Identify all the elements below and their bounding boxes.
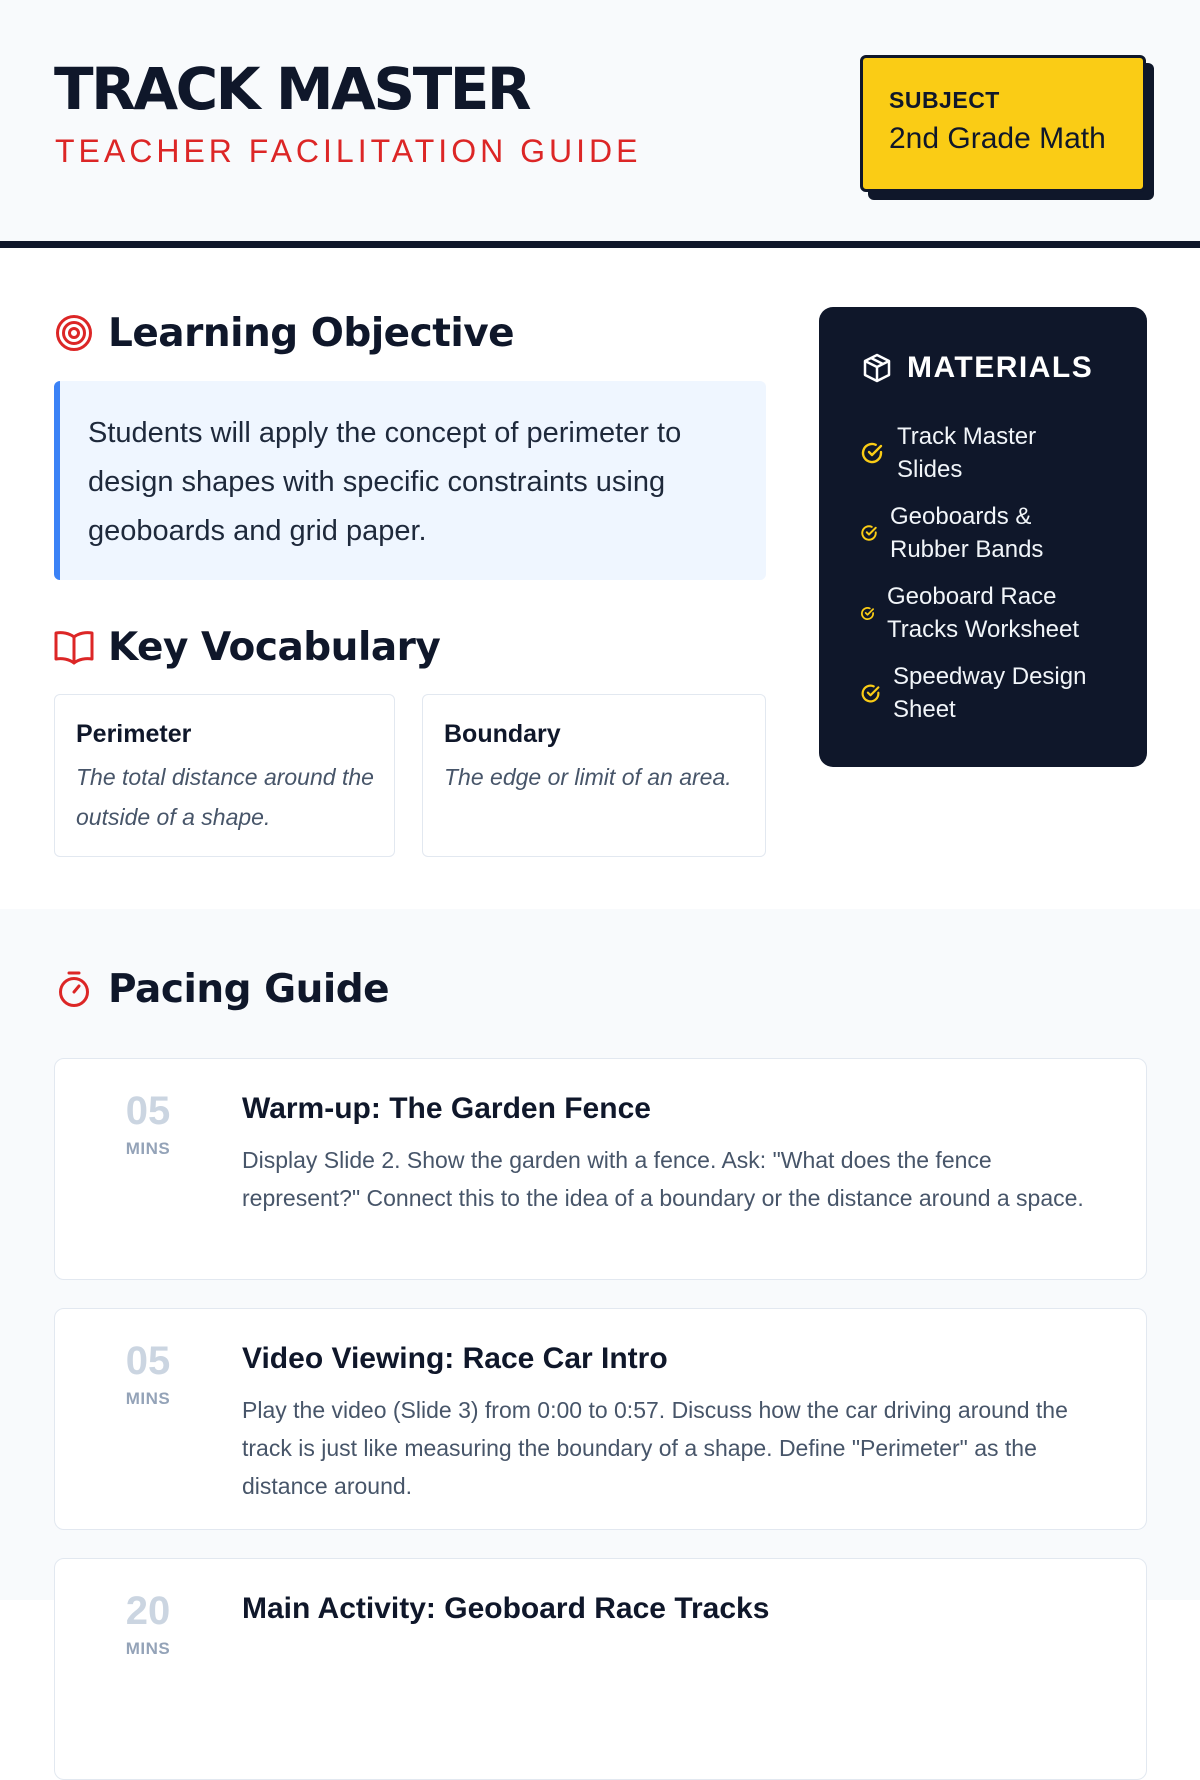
objective-heading <box>54 308 514 358</box>
subject-label: SUBJECT <box>889 87 1000 113</box>
step-title: Warm-up: The Garden Fence <box>242 1092 651 1125</box>
material-label: Geoboards & Rubber Bands <box>890 503 1044 563</box>
step-minutes: 05 <box>125 1339 171 1383</box>
stopwatch-icon <box>54 969 94 1009</box>
vocab-card-boundary <box>422 694 766 857</box>
step-minutes: 20 <box>125 1589 171 1633</box>
subject-badge <box>860 55 1146 192</box>
material-item <box>859 500 1129 566</box>
material-item <box>859 580 1129 646</box>
book-open-icon <box>54 627 94 667</box>
step-description: Display Slide 2. Show the garden with a fence. Ask: "What does the fence represent?" Connect this to the idea of a boundary or the distance around a space. <box>242 1147 1084 1211</box>
materials-title: MATERIALS <box>907 351 1094 384</box>
vocabulary-heading <box>54 622 440 672</box>
target-icon <box>54 313 94 353</box>
objective-text: Students will apply the concept of perimeter to design shapes with specific constraints using geoboards and grid paper. <box>88 417 682 547</box>
step-title: Video Viewing: Race Car Intro <box>242 1342 668 1375</box>
material-item <box>859 660 1129 726</box>
vocabulary-heading-text: Key Vocabulary <box>108 624 441 670</box>
step-description: Play the video (Slide 3) from 0:00 to 0:57. Discuss how the car driving around the track is just like measuring the boundary of a shape. Define "Perimeter" as the distance around. <box>242 1397 1068 1499</box>
step-title: Main Activity: Geoboard Race Tracks <box>242 1592 770 1625</box>
page-header <box>0 0 1200 248</box>
vocab-term: Boundary <box>444 720 561 748</box>
check-circle-icon <box>859 683 881 704</box>
subject-value: 2nd Grade Math <box>889 122 1106 155</box>
step-minutes-unit: MINS <box>125 1389 171 1408</box>
vocab-definition: The total distance around the outside of a shape. <box>76 764 374 830</box>
pacing-heading-text: Pacing Guide <box>108 966 390 1012</box>
vocab-definition: The edge or limit of an area. <box>444 764 732 790</box>
check-circle-icon <box>859 441 885 465</box>
objective-box <box>54 381 766 580</box>
vocab-card-perimeter <box>54 694 395 857</box>
material-item <box>859 420 1129 486</box>
step-minutes-unit: MINS <box>125 1639 171 1658</box>
box-icon <box>861 352 893 384</box>
pacing-step-card <box>54 1058 1147 1280</box>
check-circle-icon <box>859 524 879 542</box>
pacing-step-card <box>54 1558 1147 1780</box>
page-subtitle: TEACHER FACILITATION GUIDE <box>55 133 642 169</box>
page-title: TRACK MASTER <box>54 55 530 123</box>
materials-panel <box>819 307 1147 767</box>
step-minutes: 05 <box>125 1089 171 1133</box>
material-label: Track Master Slides <box>897 423 1037 483</box>
material-label: Geoboard Race Tracks Worksheet <box>887 583 1080 643</box>
check-circle-icon <box>859 606 876 621</box>
pacing-step-card <box>54 1308 1147 1530</box>
vocab-term: Perimeter <box>76 720 192 748</box>
materials-heading <box>861 351 1093 385</box>
step-minutes-unit: MINS <box>125 1139 171 1158</box>
pacing-heading <box>54 964 389 1014</box>
objective-heading-text: Learning Objective <box>108 310 515 356</box>
material-label: Speedway Design Sheet <box>893 663 1087 723</box>
